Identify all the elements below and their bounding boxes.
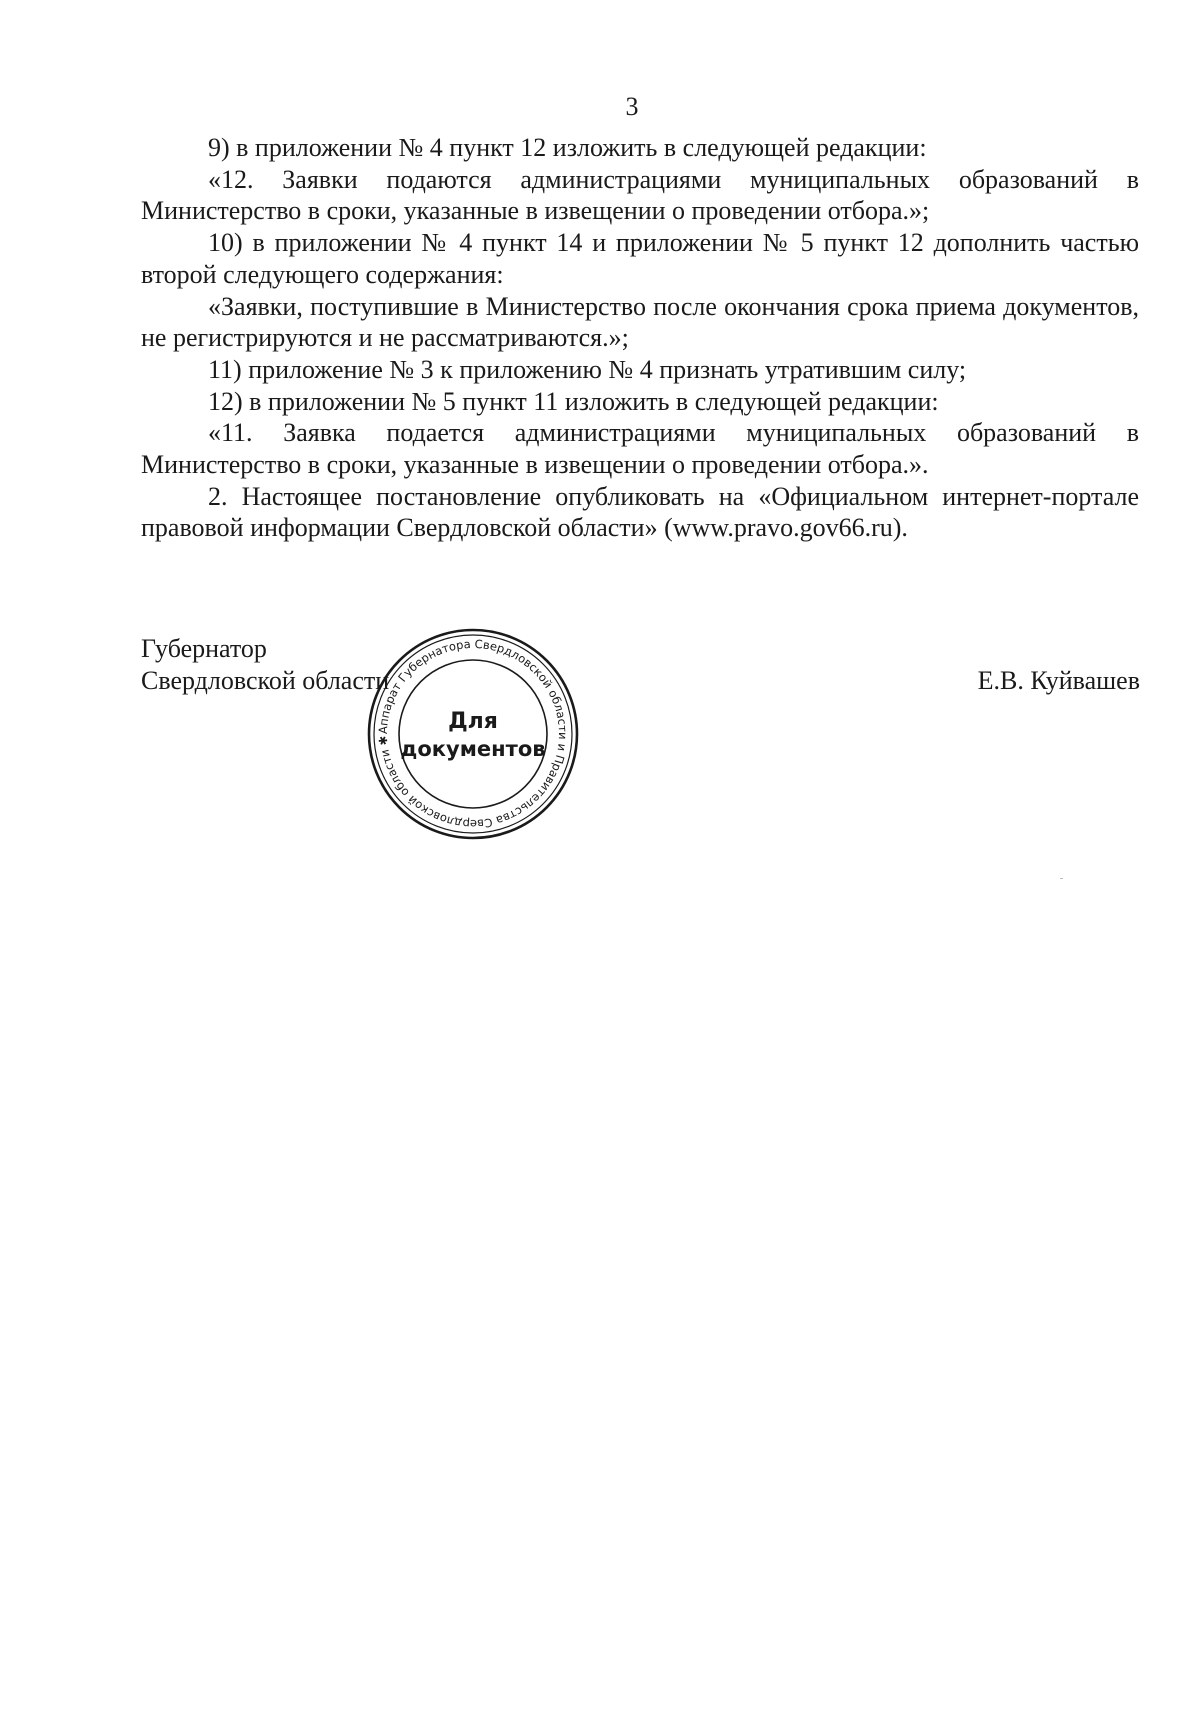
stamp-center-line2: документов (400, 737, 546, 761)
signature-position-line1: Губернатор (141, 634, 267, 663)
stamp-center-line1: Для (448, 709, 498, 734)
document-body (141, 132, 1139, 544)
paragraph-quote-applications: «Заявки, поступившие в Министерство после окончания срока приема документов, не регистрируются и не рассматриваются.»; (141, 291, 1139, 353)
paragraph-quote-11: «11. Заявка подается администрациями муниципальных образований в Министерство в сроки, указанные в извещении о проведении отбора.». (141, 418, 1139, 480)
stamp-ring-text: Аппарат Губернатора Свердловской области и Правительства Свердловской области ✱ (375, 636, 571, 832)
scan-speck (1060, 878, 1063, 879)
signature-position-line2: Свердловской области (141, 666, 390, 695)
signature-position (141, 633, 389, 697)
paragraph-publication: 2. Настоящее постановление опубликовать на «Официальном интернет-портале правовой информации Свердловской области» (www.pravo.gov66.ru). (141, 481, 1139, 543)
paragraph-item-12: 12) в приложении № 5 пункт 11 изложить в следующей редакции: (208, 386, 939, 416)
paragraph-quote-12: «12. Заявки подаются администрациями муниципальных образований в Министерство в сроки, указанные в извещении о проведении отбора.»; (141, 164, 1139, 226)
paragraph-item-11: 11) приложение № 3 к приложению № 4 признать утратившим силу; (208, 354, 967, 384)
paragraph-item-10: 10) в приложении № 4 пункт 14 и приложении № 5 пункт 12 дополнить частью второй следующего содержания: (141, 228, 1139, 289)
stamp-seal-graphic (365, 626, 581, 842)
paragraph-item-9: 9) в приложении № 4 пункт 12 изложить в следующей редакции: (208, 133, 927, 162)
page-number: 3 (625, 92, 639, 121)
signature-name: Е.В. Куйвашев (977, 666, 1140, 695)
official-stamp (365, 626, 581, 842)
